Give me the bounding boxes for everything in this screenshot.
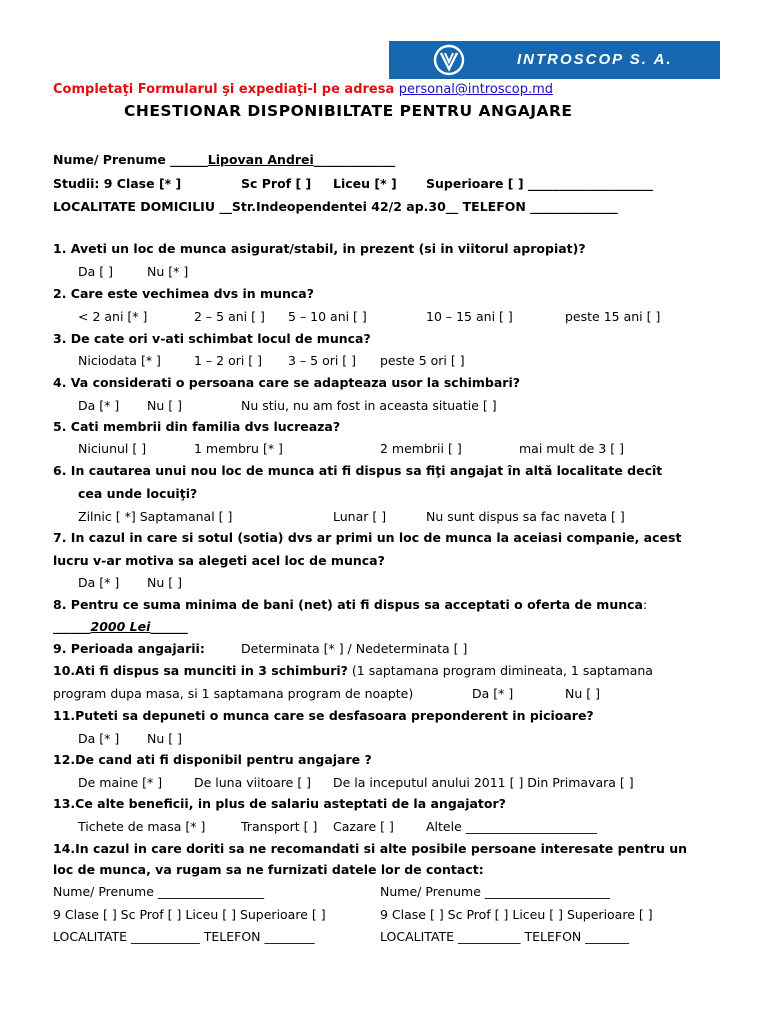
email-link[interactable]: personal@introscop.md [398,82,554,97]
question-8: 8. Pentru ce suma minima de bani (net) ati fi dispus sa acceptati o oferta de munca [53,597,643,612]
name-row [53,152,395,167]
phone-field[interactable]: TELEFON ______________ [462,199,618,214]
name-value: Lipovan Andrei [207,152,314,167]
q6-option-3[interactable]: Nu sunt dispus sa fac naveta [ ] [426,509,625,524]
referral-1-locality[interactable]: LOCALITATE ___________ TELEFON ________ [53,929,315,944]
question-10-row [53,663,653,678]
question-6-cont: cea unde locuiţi? [78,486,198,501]
locality-label: LOCALITATE DOMICILIU [53,199,215,214]
q2-option-2[interactable]: 2 – 5 ani [ ] [194,309,265,324]
q13-option-1[interactable]: Tichete de masa [* ] [78,819,206,834]
q6-option-1[interactable]: Zilnic [ *] Saptamanal [ ] [78,509,233,524]
q13-option-3[interactable]: Cazare [ ] [333,819,394,834]
q2-option-5[interactable]: peste 15 ani [ ] [565,309,661,324]
q3-option-4[interactable]: peste 5 ori [ ] [380,353,465,368]
locality-field[interactable]: __Str.Indeopendentei 42/2 ap.30__ [219,199,459,214]
q9-options[interactable]: Determinata [* ] / Nedeterminata [ ] [241,641,468,656]
studies-label[interactable]: Studii: 9 Clase [* ] [53,176,182,191]
q5-option-1[interactable]: Niciunul [ ] [78,441,147,456]
q10-option-da[interactable]: Da [* ] [472,686,514,701]
q11-option-da[interactable]: Da [* ] [78,731,120,746]
referral-1-studies[interactable]: 9 Clase [ ] Sc Prof [ ] Liceu [ ] Superioare [ ] [53,907,326,922]
question-9: 9. Perioada angajarii: [53,641,205,656]
q2-option-4[interactable]: 10 – 15 ani [ ] [426,309,513,324]
instruction-text: Completaţi Formularul şi expediaţi-l pe adresa [53,82,395,97]
question-11: 11.Puteti sa depuneti o munca care se desfasoara preponderent in picioare? [53,708,594,723]
q8-answer-value: 2000 Lei [90,619,151,634]
studies-liceu[interactable]: Liceu [* ] [333,176,397,191]
question-12: 12.De cand ati fi disponibil pentru angajare ? [53,752,372,767]
q3-option-3[interactable]: 3 – 5 ori [ ] [288,353,357,368]
instruction-line [53,82,553,97]
question-14-cont: loc de munca, va rugam sa ne furnizati datele lor de contact: [53,862,484,877]
question-2: 2. Care este vechimea dvs in munca? [53,286,314,301]
q13-option-4[interactable]: Altele _____________________ [426,819,598,834]
question-6: 6. In cautarea unui nou loc de munca ati fi dispus sa fiţi angajat în altă localitate decît [53,463,663,478]
question-10: 10.Ati fi dispus sa munciti in 3 schimburi? [53,663,348,678]
q7-option-da[interactable]: Da [* ] [78,575,120,590]
question-4: 4. Va considerati o persoana care se adapteaza usor la schimbari? [53,375,520,390]
question-14: 14.In cazul in care doriti sa ne recomandati si alte posibile persoane interesate pentru un [53,841,688,856]
question-1: 1. Aveti un loc de munca asigurat/stabil, in prezent (si in viitorul apropiat)? [53,241,586,256]
studies-sc-prof[interactable]: Sc Prof [ ] [241,176,312,191]
page-title: CHESTIONAR DISPONIBILTATE PENTRU ANGAJARE [124,102,573,120]
q1-option-nu[interactable]: Nu [* ] [147,264,189,279]
question-5: 5. Cati membrii din familia dvs lucreaza? [53,419,341,434]
q6-option-2[interactable]: Lunar [ ] [333,509,387,524]
q4-option-da[interactable]: Da [* ] [78,398,120,413]
q4-option-nu[interactable]: Nu [ ] [147,398,182,413]
q5-option-2[interactable]: 1 membru [* ] [194,441,283,456]
q11-option-nu[interactable]: Nu [ ] [147,731,182,746]
q7-option-nu[interactable]: Nu [ ] [147,575,182,590]
locality-row [53,199,618,214]
question-10-note: (1 saptamana program dimineata, 1 saptamana [351,663,653,678]
question-10-note-cont: program dupa masa, si 1 saptamana program de noapte) [53,686,414,701]
company-name: INTROSCOP S. A. [517,51,673,68]
q1-option-da[interactable]: Da [ ] [78,264,113,279]
q12-option-3[interactable]: De la inceputul anului 2011 [ ] Din Primavara [ ] [333,775,634,790]
question-7-cont: lucru v-ar motiva sa alegeti acel loc de munca? [53,553,385,568]
q4-option-nustiu[interactable]: Nu stiu, nu am fost in aceasta situatie [ ] [241,398,497,413]
question-13: 13.Ce alte beneficii, in plus de salariu asteptati de la angajator? [53,796,506,811]
company-logo-icon [433,44,465,76]
q2-option-3[interactable]: 5 – 10 ani [ ] [288,309,367,324]
q3-option-2[interactable]: 1 – 2 ori [ ] [194,353,263,368]
company-logo-bar [389,41,720,79]
question-8-row: 8. Pentru ce suma minima de bani (net) ati fi dispus sa acceptati o oferta de munca: [53,597,648,612]
studies-superioare[interactable]: Superioare [ ] ____________________ [426,176,653,191]
q12-option-1[interactable]: De maine [* ] [78,775,163,790]
name-label: Nume/ Prenume [53,152,166,167]
question-3: 3. De cate ori v-ati schimbat locul de munca? [53,331,371,346]
q2-option-1[interactable]: < 2 ani [* ] [78,309,148,324]
q5-option-3[interactable]: 2 membrii [ ] [380,441,462,456]
q13-option-2[interactable]: Transport [ ] [241,819,318,834]
q3-option-1[interactable]: Niciodata [* ] [78,353,161,368]
q5-option-4[interactable]: mai mult de 3 [ ] [519,441,624,456]
referral-1-name[interactable]: Nume/ Prenume _________________ [53,884,265,899]
question-7: 7. In cazul in care si sotul (sotia) dvs ar primi un loc de munca la aceiasi companie, acest [53,530,682,545]
referral-2-locality[interactable]: LOCALITATE __________ TELEFON _______ [380,929,630,944]
referral-2-name[interactable]: Nume/ Prenume ____________________ [380,884,610,899]
referral-2-studies[interactable]: 9 Clase [ ] Sc Prof [ ] Liceu [ ] Superioare [ ] [380,907,653,922]
q10-option-nu[interactable]: Nu [ ] [565,686,600,701]
name-field[interactable]: ______Lipovan Andrei_____________ [170,152,396,167]
q12-option-2[interactable]: De luna viitoare [ ] [194,775,312,790]
q8-answer-field[interactable]: ______2000 Lei______ [53,619,188,634]
